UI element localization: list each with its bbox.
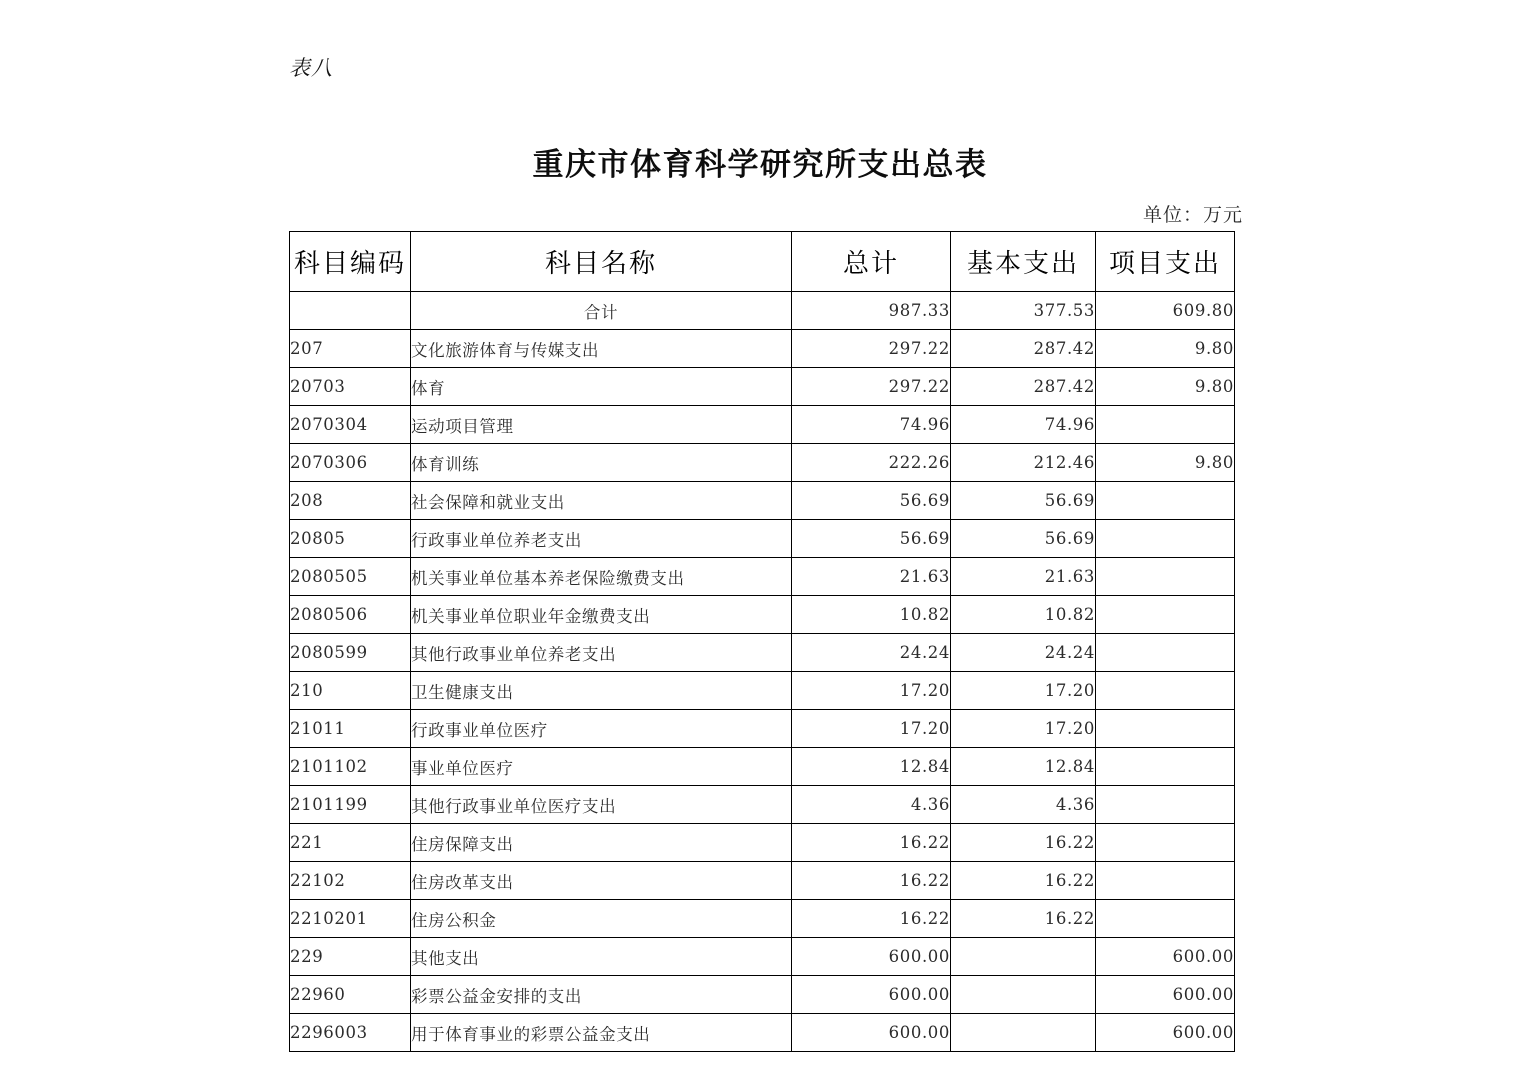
- cell-subject-name: 其他支出: [411, 938, 792, 976]
- cell-subject-code: 21011: [290, 710, 411, 748]
- cell-subject-name: 机关事业单位基本养老保险缴费支出: [411, 558, 792, 596]
- cell-total: 12.84: [792, 748, 951, 786]
- sheet-label: 表八: [289, 56, 333, 80]
- cell-subject-code: 2101199: [290, 786, 411, 824]
- cell-total: 17.20: [792, 710, 951, 748]
- column-header-name: 科目名称: [411, 232, 792, 292]
- cell-project-expenditure: [1096, 862, 1235, 900]
- cell-subject-code: 207: [290, 330, 411, 368]
- table-row: [290, 1014, 1235, 1052]
- table-row: [290, 938, 1235, 976]
- cell-subject-code: 2070306: [290, 444, 411, 482]
- cell-basic-expenditure: 21.63: [951, 558, 1096, 596]
- cell-subject-name: 行政事业单位医疗: [411, 710, 792, 748]
- cell-subject-code: 22102: [290, 862, 411, 900]
- column-header-project: 项目支出: [1096, 232, 1235, 292]
- cell-subject-code: 2210201: [290, 900, 411, 938]
- table-header-row: [290, 232, 1235, 292]
- cell-basic-expenditure: 16.22: [951, 862, 1096, 900]
- cell-project-expenditure: 9.80: [1096, 444, 1235, 482]
- cell-subject-code: 2080505: [290, 558, 411, 596]
- cell-basic-expenditure: 16.22: [951, 824, 1096, 862]
- cell-project-expenditure: [1096, 634, 1235, 672]
- cell-basic-expenditure: 74.96: [951, 406, 1096, 444]
- table-row: [290, 824, 1235, 862]
- cell-total: 56.69: [792, 482, 951, 520]
- table-header: [290, 232, 1235, 292]
- cell-total: 600.00: [792, 938, 951, 976]
- table-row: [290, 444, 1235, 482]
- cell-basic-expenditure: 12.84: [951, 748, 1096, 786]
- cell-total: 600.00: [792, 1014, 951, 1052]
- cell-total: 16.22: [792, 862, 951, 900]
- cell-project-expenditure: [1096, 596, 1235, 634]
- cell-project-expenditure: [1096, 406, 1235, 444]
- table-row: [290, 482, 1235, 520]
- cell-subject-code: 221: [290, 824, 411, 862]
- cell-total: 24.24: [792, 634, 951, 672]
- cell-subject-name: 其他行政事业单位医疗支出: [411, 786, 792, 824]
- cell-total: 222.26: [792, 444, 951, 482]
- cell-project-expenditure: 9.80: [1096, 330, 1235, 368]
- cell-total: 16.22: [792, 900, 951, 938]
- page-title: 重庆市体育科学研究所支出总表: [532, 146, 988, 183]
- column-header-basic: 基本支出: [951, 232, 1096, 292]
- cell-project-expenditure: 9.80: [1096, 368, 1235, 406]
- cell-subject-name: 运动项目管理: [411, 406, 792, 444]
- cell-subject-code: 22960: [290, 976, 411, 1014]
- table-body: [290, 292, 1235, 1052]
- cell-basic-expenditure: [951, 976, 1096, 1014]
- cell-subject-name: 体育: [411, 368, 792, 406]
- cell-subject-name: 合计: [411, 292, 792, 330]
- table-row: [290, 976, 1235, 1014]
- cell-project-expenditure: [1096, 786, 1235, 824]
- cell-subject-name: 社会保障和就业支出: [411, 482, 792, 520]
- cell-subject-code: 2101102: [290, 748, 411, 786]
- table-row: [290, 748, 1235, 786]
- table-row: [290, 862, 1235, 900]
- cell-subject-name: 住房改革支出: [411, 862, 792, 900]
- cell-project-expenditure: 600.00: [1096, 1014, 1235, 1052]
- cell-project-expenditure: [1096, 748, 1235, 786]
- cell-project-expenditure: 609.80: [1096, 292, 1235, 330]
- cell-subject-code: 2296003: [290, 1014, 411, 1052]
- table-row: [290, 900, 1235, 938]
- cell-total: 4.36: [792, 786, 951, 824]
- unit-note: 单位：万元: [1142, 204, 1243, 226]
- cell-subject-code: [290, 292, 411, 330]
- cell-subject-name: 彩票公益金安排的支出: [411, 976, 792, 1014]
- cell-project-expenditure: [1096, 482, 1235, 520]
- cell-total: 297.22: [792, 330, 951, 368]
- cell-subject-name: 住房保障支出: [411, 824, 792, 862]
- cell-basic-expenditure: 24.24: [951, 634, 1096, 672]
- cell-project-expenditure: [1096, 710, 1235, 748]
- cell-basic-expenditure: [951, 938, 1096, 976]
- cell-subject-name: 行政事业单位养老支出: [411, 520, 792, 558]
- column-header-code: 科目编码: [290, 232, 411, 292]
- cell-total: 74.96: [792, 406, 951, 444]
- cell-basic-expenditure: 17.20: [951, 710, 1096, 748]
- cell-subject-code: 2080599: [290, 634, 411, 672]
- cell-subject-code: 229: [290, 938, 411, 976]
- cell-total: 600.00: [792, 976, 951, 1014]
- cell-basic-expenditure: [951, 1014, 1096, 1052]
- cell-subject-name: 卫生健康支出: [411, 672, 792, 710]
- cell-total: 21.63: [792, 558, 951, 596]
- cell-basic-expenditure: 212.46: [951, 444, 1096, 482]
- cell-subject-name: 文化旅游体育与传媒支出: [411, 330, 792, 368]
- cell-total: 297.22: [792, 368, 951, 406]
- cell-subject-code: 208: [290, 482, 411, 520]
- cell-project-expenditure: 600.00: [1096, 976, 1235, 1014]
- cell-basic-expenditure: 287.42: [951, 368, 1096, 406]
- cell-project-expenditure: 600.00: [1096, 938, 1235, 976]
- cell-subject-name: 住房公积金: [411, 900, 792, 938]
- table-row: [290, 520, 1235, 558]
- table-row: [290, 596, 1235, 634]
- cell-subject-code: 20805: [290, 520, 411, 558]
- table-row: [290, 406, 1235, 444]
- cell-project-expenditure: [1096, 672, 1235, 710]
- cell-total: 56.69: [792, 520, 951, 558]
- cell-subject-code: 210: [290, 672, 411, 710]
- cell-subject-code: 2080506: [290, 596, 411, 634]
- table-row: [290, 634, 1235, 672]
- cell-subject-name: 机关事业单位职业年金缴费支出: [411, 596, 792, 634]
- table-row: [290, 786, 1235, 824]
- budget-table-container: [289, 231, 1234, 1052]
- cell-basic-expenditure: 287.42: [951, 330, 1096, 368]
- cell-subject-code: 20703: [290, 368, 411, 406]
- table-row: [290, 368, 1235, 406]
- cell-subject-name: 事业单位医疗: [411, 748, 792, 786]
- cell-basic-expenditure: 10.82: [951, 596, 1096, 634]
- cell-total: 17.20: [792, 672, 951, 710]
- table-row: [290, 710, 1235, 748]
- cell-project-expenditure: [1096, 520, 1235, 558]
- cell-subject-code: 2070304: [290, 406, 411, 444]
- cell-project-expenditure: [1096, 824, 1235, 862]
- cell-basic-expenditure: 17.20: [951, 672, 1096, 710]
- cell-subject-name: 其他行政事业单位养老支出: [411, 634, 792, 672]
- table-row: [290, 558, 1235, 596]
- cell-basic-expenditure: 56.69: [951, 520, 1096, 558]
- cell-total: 10.82: [792, 596, 951, 634]
- table-row: [290, 330, 1235, 368]
- cell-basic-expenditure: 4.36: [951, 786, 1096, 824]
- cell-basic-expenditure: 56.69: [951, 482, 1096, 520]
- cell-subject-name: 用于体育事业的彩票公益金支出: [411, 1014, 792, 1052]
- cell-total: 987.33: [792, 292, 951, 330]
- cell-project-expenditure: [1096, 558, 1235, 596]
- cell-project-expenditure: [1096, 900, 1235, 938]
- table-row: [290, 672, 1235, 710]
- cell-total: 16.22: [792, 824, 951, 862]
- column-header-total: 总计: [792, 232, 951, 292]
- table-row: [290, 292, 1235, 330]
- expenditure-summary-table: [289, 231, 1235, 1052]
- cell-basic-expenditure: 377.53: [951, 292, 1096, 330]
- cell-basic-expenditure: 16.22: [951, 900, 1096, 938]
- cell-subject-name: 体育训练: [411, 444, 792, 482]
